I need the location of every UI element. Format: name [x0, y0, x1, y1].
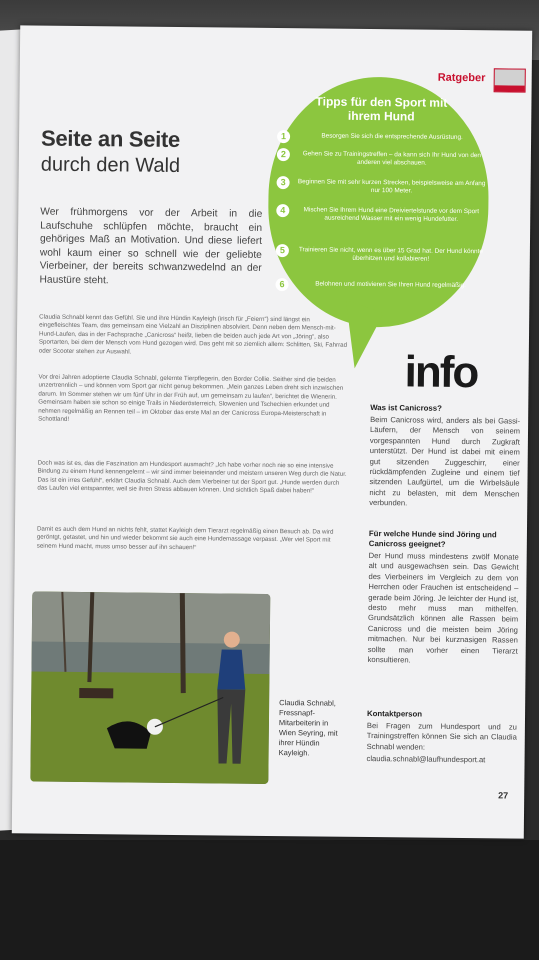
runner-with-dog-photo [30, 591, 270, 783]
article-intro: Wer frühmorgens vor der Arbeit in die Laufschuhe schlüpfen möchte, braucht ein gehöriges Maß an Motivation. Und diese liefert wohl kaum einer so schnell wie der geliebte Vierbeiner, der bereits schwanzwedelnd an der Haustüre steht. [39, 206, 263, 287]
table-surface [0, 840, 539, 960]
article-paragraph: Claudia Schnabl kennt das Gefühl. Sie und ihre Hündin Kayleigh (irisch für „Feiern“) sind längst ein eingefleischtes Team, das gemeinsam eine Vielzahl an Disziplinen absolviert. Denn neben dem Mensch-mit-Hund-Laufen, das in der Fachsprache „Canicross“ heißt, lieben die beiden auch jede Art von „Jöring“, also Sportarten, bei dem der Mensch vom Hund gezogen wird. Das geht mit so ziemlich allem: Schlitten, Ski, Fahrrad oder Scooter stehen zur Auswahl. [38, 313, 348, 356]
tip-number: 4 [276, 204, 289, 217]
tip-number: 2 [277, 148, 290, 161]
tip-item [280, 178, 490, 196]
fressnapf-logo [494, 68, 526, 92]
magazine-page [12, 25, 532, 838]
photo-illustration [30, 591, 270, 783]
info-section-text: Beim Canicross wird, anders als bei Gassi-Läufern, der Mensch von seinem vorgespannten Hund durch Zugkraft unterstützt. Der Hund ist dabei mit einem gut sitzenden Zuggeschirr, einer rückdämpfenden Zugleine und einem tief sitzenden Laufgürtel, um die Wirbelsäule nicht zu belasten, mit dem Menschen verbunden. [369, 415, 521, 508]
info-heading: info [404, 347, 478, 398]
tips-title: Tipps für den Sport mit ihrem Hund [315, 94, 448, 124]
tip-text: Belohnen und motivieren Sie Ihren Hund regelmäßig. [315, 280, 466, 290]
tip-text: Gehen Sie zu Trainingstreffen – da kann sich Ihr Hund von den anderen viel abschauen. [302, 150, 482, 167]
contact-email: claudia.schnabl@laufhundesport.at [366, 754, 486, 765]
article-title: Seite an Seite [40, 125, 181, 153]
article-paragraph: Damit es auch dem Hund an nichts fehlt, stattet Kayleigh dem Tierarzt regelmäßig einen Besuch ab. Da wird geröntgt, getastet, und hin und wieder bekommt sie auch eine Hundemassage verpasst. „Wer viel Sport mit seinem Hund macht, muss umso besser auf ihn schauen!“ [36, 525, 334, 552]
tip-text: Besorgen Sie sich die entsprechende Ausrüstung. [321, 132, 463, 141]
photo-caption: Claudia Schnabl, Fressnapf-Mitarbeiterin in Wien Seyring, mit ihrer Hündin Kayleigh. [278, 698, 338, 758]
info-section-title: Was ist Canicross? [370, 403, 442, 413]
tip-number: 1 [277, 130, 290, 143]
tip-item [280, 206, 490, 224]
info-section-text: Bei Fragen zum Hundesport und zu Trainingstreffen können Sie sich an Claudia Schnabl wenden: [366, 721, 517, 752]
tip-number: 5 [276, 244, 289, 257]
page-number: 27 [498, 790, 509, 801]
article-paragraph: Vor drei Jahren adoptierte Claudia Schnabl, gelernte Tierpflegerin, den Border Collie. Seither sind die beiden unzertrennlich – und können vom Sport gar nicht genug bekommen. „Mein ganzes Leben dreht sich inzwischen darum. Im Sommer stehen wir um fünf Uhr in der Früh auf, um gemeinsam zu laufen“, berichtet die Wienerin. Gemeinsam haben sie schon so einige Trails in Niederösterreich, Slowenien und Tschechien erkundet und nehmen regelmäßig an Rennen teil – im Oktober das erste Mal an der Canicross Europa-Meisterschaft in Schottland! [38, 373, 344, 423]
tip-text: Mischen Sie Ihrem Hund eine Dreiviertelstunde vor dem Sport ausreichend Wasser mit ein wenig Hundefutter. [303, 206, 480, 223]
tip-text: Trainieren Sie nicht, wenn es über 15 Grad hat. Der Hund könnte überhitzen und kollabieren! [298, 246, 483, 263]
info-section-text: Der Hund muss mindestens zwölf Monate alt und ausgewachsen sein. Das Gewicht des Vierbeiners im Vergleich zu dem von Herrchen oder Frauchen ist entscheidend – gerade beim Jöring. Je leichter der Hund ist, desto mehr muss man mithelfen. Grundsätzlich können alle Rassen beim Canicross und die meisten beim Jöring mitmachen. Nur bei kurznasigen Rassen sollte man vorher einen Tierarzt konsultieren. [367, 551, 519, 665]
tip-item [281, 150, 491, 168]
info-section-contact [367, 709, 518, 766]
info-section-title: Kontaktperson [367, 709, 423, 719]
section-label: Ratgeber [437, 71, 486, 85]
info-section-canicross [369, 403, 520, 510]
tip-number: 3 [277, 176, 290, 189]
tip-number: 6 [275, 278, 288, 291]
info-section-title: Für welche Hunde sind Jöring und Canicross geeignet? [368, 529, 497, 549]
article-paragraph: Doch was ist es, das die Faszination am Hundesport ausmacht? „Ich habe vorher noch nie so eine intensive Bindung zu einem Hund kennengelernt – wir sind immer beieinander und meistern unseren Weg durch die Natur. Das ist ein irres Gefühl“, erklärt Claudia Schnabl. Auch dem Vierbeiner tut der Sport gut. „Hunde werden durch das Laufen viel entspannter, weil sie ihren Stress abbauen können. Und sichtlich Spaß dabei haben!“ [37, 459, 347, 495]
article-subtitle: durch den Wald [40, 153, 181, 178]
tip-text: Beginnen Sie mit sehr kurzen Strecken, beispielsweise am Anfang nur 100 Meter. [297, 178, 486, 195]
tip-item [280, 246, 490, 264]
info-section-dogs [368, 529, 519, 667]
